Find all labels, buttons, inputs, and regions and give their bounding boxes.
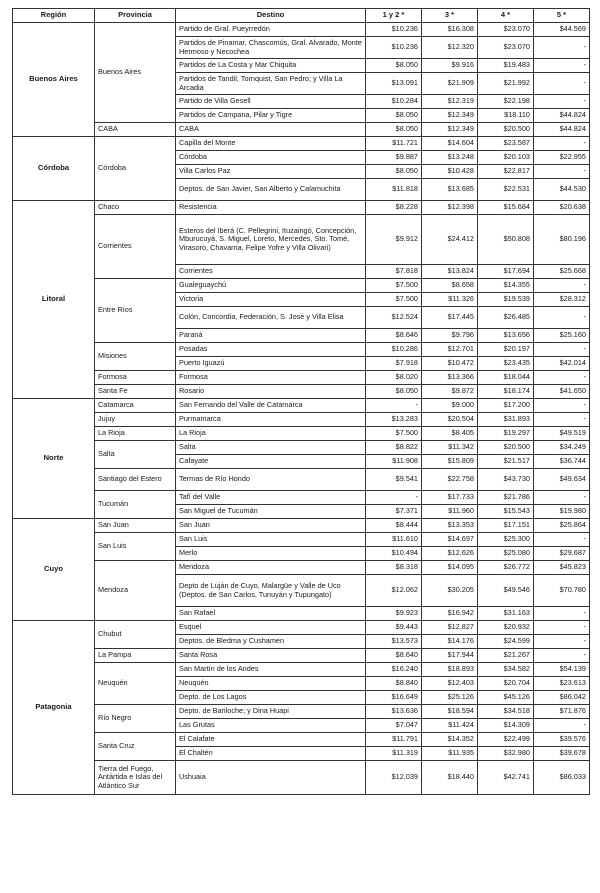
price-cat-5: $71.876	[534, 705, 590, 719]
price-cat-4: $42.741	[478, 761, 534, 795]
province-cell: San Juan	[95, 519, 176, 533]
tariff-table	[12, 8, 590, 795]
price-cat-3: $11.326	[422, 293, 478, 307]
price-cat-3: $9.796	[422, 329, 478, 343]
destination-cell: Paraná	[176, 329, 366, 343]
price-cat-3: $15.809	[422, 455, 478, 469]
destination-cell: Salta	[176, 441, 366, 455]
price-cat-3: $17.944	[422, 649, 478, 663]
province-cell: San Luis	[95, 533, 176, 561]
price-cat-1-2: $13.091	[366, 73, 422, 95]
destination-cell: Victoria	[176, 293, 366, 307]
price-cat-3: $12.403	[422, 677, 478, 691]
price-cat-3: $24.412	[422, 215, 478, 265]
price-cat-5: $70.780	[534, 575, 590, 607]
price-cat-5: $20.638	[534, 201, 590, 215]
price-cat-4: $17.151	[478, 519, 534, 533]
table-row	[13, 427, 590, 441]
price-cat-4: $22.499	[478, 733, 534, 747]
province-cell: Río Negro	[95, 705, 176, 733]
table-row	[13, 519, 590, 533]
price-cat-3: $20.504	[422, 413, 478, 427]
destination-cell: Mendoza	[176, 561, 366, 575]
destination-cell: Termas de Río Hondo	[176, 469, 366, 491]
price-cat-4: $31.163	[478, 607, 534, 621]
price-cat-5: -	[534, 343, 590, 357]
table-row	[13, 621, 590, 635]
price-cat-4: $25.080	[478, 547, 534, 561]
price-cat-5: -	[534, 59, 590, 73]
destination-cell: San Rafael	[176, 607, 366, 621]
destination-cell: Capilla del Monte	[176, 137, 366, 151]
province-cell: Mendoza	[95, 561, 176, 621]
destination-cell: CABA	[176, 123, 366, 137]
table-row	[13, 663, 590, 677]
price-cat-1-2: $11.319	[366, 747, 422, 761]
price-cat-4: $17.200	[478, 399, 534, 413]
table-row	[13, 649, 590, 663]
province-cell: Santiago del Estero	[95, 469, 176, 491]
price-cat-1-2: $7.818	[366, 265, 422, 279]
destination-cell: San Luis	[176, 533, 366, 547]
price-cat-1-2: $8.444	[366, 519, 422, 533]
price-cat-4: $18.174	[478, 385, 534, 399]
price-cat-5: $25.668	[534, 265, 590, 279]
price-cat-5: -	[534, 307, 590, 329]
price-cat-3: $8.658	[422, 279, 478, 293]
table-row	[13, 343, 590, 357]
price-cat-4: $19.483	[478, 59, 534, 73]
price-cat-3: $12.349	[422, 123, 478, 137]
price-cat-5: $19.980	[534, 505, 590, 519]
table-row	[13, 491, 590, 505]
price-cat-3: $18.440	[422, 761, 478, 795]
price-cat-4: $20.704	[478, 677, 534, 691]
price-cat-1-2: $8.020	[366, 371, 422, 385]
header-cat-5: 5 *	[534, 9, 590, 23]
destination-cell: Merlo	[176, 547, 366, 561]
price-cat-5: $80.196	[534, 215, 590, 265]
destination-cell: Deptos. de Bledma y Cushamen	[176, 635, 366, 649]
province-cell: Chubut	[95, 621, 176, 649]
destination-cell: Deptos. de San Javier, San Alberto y Calamuchita	[176, 179, 366, 201]
price-cat-5: -	[534, 279, 590, 293]
price-cat-4: $21.992	[478, 73, 534, 95]
price-cat-1-2: $12.062	[366, 575, 422, 607]
destination-cell: Depto. de Bariloche; y Dina Huapi	[176, 705, 366, 719]
price-cat-5: -	[534, 137, 590, 151]
destination-cell: San Miguel de Tucumán	[176, 505, 366, 519]
destination-cell: Las Grutas	[176, 719, 366, 733]
price-cat-1-2: $8.050	[366, 59, 422, 73]
header-row	[13, 9, 590, 23]
price-cat-3: $25.126	[422, 691, 478, 705]
price-cat-3: $12.398	[422, 201, 478, 215]
price-cat-5: -	[534, 165, 590, 179]
price-cat-4: $14.355	[478, 279, 534, 293]
price-cat-5: $29.687	[534, 547, 590, 561]
destination-cell: Resistencia	[176, 201, 366, 215]
price-cat-3: $12.827	[422, 621, 478, 635]
price-cat-5: -	[534, 95, 590, 109]
price-cat-3: $11.960	[422, 505, 478, 519]
price-cat-3: $18.893	[422, 663, 478, 677]
price-cat-3: $12.319	[422, 95, 478, 109]
price-cat-5: $25.160	[534, 329, 590, 343]
province-cell: Salta	[95, 441, 176, 469]
price-cat-3: $9.872	[422, 385, 478, 399]
price-cat-4: $23.587	[478, 137, 534, 151]
price-cat-4: $26.485	[478, 307, 534, 329]
price-cat-4: $22.531	[478, 179, 534, 201]
price-cat-4: $20.932	[478, 621, 534, 635]
price-cat-1-2: $7.500	[366, 279, 422, 293]
price-cat-3: $30.205	[422, 575, 478, 607]
price-cat-1-2: $9.912	[366, 215, 422, 265]
price-cat-5: $49.634	[534, 469, 590, 491]
price-cat-3: $14.095	[422, 561, 478, 575]
destination-cell: Partido de Villa Gesell	[176, 95, 366, 109]
province-cell: Chaco	[95, 201, 176, 215]
price-cat-5: $42.014	[534, 357, 590, 371]
price-cat-1-2: $12.039	[366, 761, 422, 795]
price-cat-5: -	[534, 371, 590, 385]
price-cat-4: $19.539	[478, 293, 534, 307]
price-cat-5: -	[534, 37, 590, 59]
table-row	[13, 215, 590, 265]
region-cell: Córdoba	[13, 137, 95, 201]
price-cat-3: $9.000	[422, 399, 478, 413]
price-cat-5: $44.569	[534, 23, 590, 37]
destination-cell: El Calafate	[176, 733, 366, 747]
destination-cell: Cafayate	[176, 455, 366, 469]
destination-cell: La Rioja	[176, 427, 366, 441]
price-cat-1-2: $13.636	[366, 705, 422, 719]
price-cat-4: $49.546	[478, 575, 534, 607]
price-cat-3: $17.445	[422, 307, 478, 329]
price-cat-1-2: -	[366, 491, 422, 505]
table-row	[13, 441, 590, 455]
price-cat-1-2: $8.050	[366, 109, 422, 123]
price-cat-1-2: -	[366, 399, 422, 413]
price-cat-3: $11.424	[422, 719, 478, 733]
price-cat-4: $23.070	[478, 37, 534, 59]
province-cell: Córdoba	[95, 137, 176, 201]
destination-cell: Partidos de La Costa y Mar Chiquita	[176, 59, 366, 73]
province-cell: Tucumán	[95, 491, 176, 519]
price-cat-4: $20.103	[478, 151, 534, 165]
price-cat-1-2: $10.494	[366, 547, 422, 561]
price-cat-1-2: $10.236	[366, 37, 422, 59]
price-cat-4: $18.044	[478, 371, 534, 385]
price-cat-5: -	[534, 621, 590, 635]
region-cell: Buenos Aires	[13, 23, 95, 137]
region-cell: Cuyo	[13, 519, 95, 621]
price-cat-4: $21.517	[478, 455, 534, 469]
price-cat-1-2: $8.050	[366, 123, 422, 137]
price-cat-4: $15.684	[478, 201, 534, 215]
price-cat-4: $25.300	[478, 533, 534, 547]
price-cat-1-2: $8.050	[366, 165, 422, 179]
region-cell: Patagonia	[13, 621, 95, 795]
price-cat-1-2: $8.840	[366, 677, 422, 691]
price-cat-3: $16.308	[422, 23, 478, 37]
price-cat-4: $13.656	[478, 329, 534, 343]
price-cat-4: $26.772	[478, 561, 534, 575]
price-cat-1-2: $8.050	[366, 385, 422, 399]
table-row	[13, 279, 590, 293]
table-row	[13, 385, 590, 399]
price-cat-5: $28.312	[534, 293, 590, 307]
price-cat-5: $25.864	[534, 519, 590, 533]
province-cell: Formosa	[95, 371, 176, 385]
price-cat-3: $14.352	[422, 733, 478, 747]
price-cat-5: $86.033	[534, 761, 590, 795]
price-cat-4: $34.518	[478, 705, 534, 719]
table-row	[13, 533, 590, 547]
price-cat-4: $19.297	[478, 427, 534, 441]
price-cat-5: $39.678	[534, 747, 590, 761]
destination-cell: San Martín de los Andes	[176, 663, 366, 677]
price-cat-1-2: $7.500	[366, 427, 422, 441]
price-cat-1-2: $10.286	[366, 343, 422, 357]
header-destino: Destino	[176, 9, 366, 23]
price-cat-1-2: $9.923	[366, 607, 422, 621]
price-cat-1-2: $9.887	[366, 151, 422, 165]
header-cat-4: 4 *	[478, 9, 534, 23]
price-cat-1-2: $13.283	[366, 413, 422, 427]
province-cell: La Rioja	[95, 427, 176, 441]
price-cat-3: $14.697	[422, 533, 478, 547]
province-cell: La Pampa	[95, 649, 176, 663]
destination-cell: Depto de Luján de Cuyo, Malargüe y Valle de Uco (Deptos. de San Carlos, Tunuyán y Tupungato)	[176, 575, 366, 607]
price-cat-3: $14.604	[422, 137, 478, 151]
price-cat-4: $18.110	[478, 109, 534, 123]
price-cat-5: -	[534, 413, 590, 427]
price-cat-3: $18.594	[422, 705, 478, 719]
destination-cell: Partidos de Campana, Pilar y Tigre	[176, 109, 366, 123]
destination-cell: El Chaltén	[176, 747, 366, 761]
destination-cell: Formosa	[176, 371, 366, 385]
destination-cell: Esquel	[176, 621, 366, 635]
price-cat-3: $11.935	[422, 747, 478, 761]
table-row	[13, 705, 590, 719]
destination-cell: Corrientes	[176, 265, 366, 279]
price-cat-3: $13.824	[422, 265, 478, 279]
price-cat-1-2: $13.573	[366, 635, 422, 649]
header-provincia: Provincia	[95, 9, 176, 23]
header-region: Región	[13, 9, 95, 23]
destination-cell: Rosario	[176, 385, 366, 399]
price-cat-4: $20.500	[478, 441, 534, 455]
price-cat-5: -	[534, 635, 590, 649]
price-cat-5: $54.139	[534, 663, 590, 677]
price-cat-1-2: $9.443	[366, 621, 422, 635]
price-cat-1-2: $8.318	[366, 561, 422, 575]
destination-cell: Neuquén	[176, 677, 366, 691]
table-body	[13, 23, 590, 795]
price-cat-1-2: $7.371	[366, 505, 422, 519]
price-cat-4: $17.694	[478, 265, 534, 279]
price-cat-3: $10.428	[422, 165, 478, 179]
price-cat-5: $49.519	[534, 427, 590, 441]
destination-cell: Partido de Gral. Pueyrredón	[176, 23, 366, 37]
province-cell: Entre Ríos	[95, 279, 176, 343]
price-cat-3: $10.472	[422, 357, 478, 371]
price-cat-3: $8.405	[422, 427, 478, 441]
price-cat-1-2: $7.500	[366, 293, 422, 307]
table-row	[13, 413, 590, 427]
price-cat-5: $41.650	[534, 385, 590, 399]
price-cat-4: $15.543	[478, 505, 534, 519]
price-cat-5: -	[534, 607, 590, 621]
price-cat-3: $21.909	[422, 73, 478, 95]
price-cat-1-2: $7.918	[366, 357, 422, 371]
price-cat-3: $12.349	[422, 109, 478, 123]
price-cat-3: $13.248	[422, 151, 478, 165]
price-cat-1-2: $8.228	[366, 201, 422, 215]
province-cell: Santa Cruz	[95, 733, 176, 761]
price-cat-4: $22.198	[478, 95, 534, 109]
region-cell: Litoral	[13, 201, 95, 399]
destination-cell: Tafí del Valle	[176, 491, 366, 505]
table-row	[13, 23, 590, 37]
price-cat-1-2: $11.610	[366, 533, 422, 547]
price-cat-4: $34.582	[478, 663, 534, 677]
price-cat-4: $23.435	[478, 357, 534, 371]
price-cat-4: $50.808	[478, 215, 534, 265]
price-cat-4: $45.126	[478, 691, 534, 705]
price-cat-5: $44.824	[534, 109, 590, 123]
destination-cell: Partidos de Pinamar, Chascomús, Gral. Alvarado, Monte Hermoso y Necochea	[176, 37, 366, 59]
destination-cell: Partidos de Tandil, Tornquist, San Pedro; y Villa La Arcadia	[176, 73, 366, 95]
price-cat-1-2: $12.524	[366, 307, 422, 329]
price-cat-4: $43.730	[478, 469, 534, 491]
price-cat-5: -	[534, 649, 590, 663]
price-cat-5: $36.744	[534, 455, 590, 469]
price-cat-3: $11.342	[422, 441, 478, 455]
province-cell: Jujuy	[95, 413, 176, 427]
price-cat-5: -	[534, 491, 590, 505]
region-cell: Norte	[13, 399, 95, 519]
price-cat-3: $22.758	[422, 469, 478, 491]
price-cat-1-2: $11.908	[366, 455, 422, 469]
price-cat-3: $17.733	[422, 491, 478, 505]
price-cat-5: $34.249	[534, 441, 590, 455]
price-cat-4: $21.267	[478, 649, 534, 663]
price-cat-3: $14.176	[422, 635, 478, 649]
price-cat-5: $23.613	[534, 677, 590, 691]
price-cat-1-2: $16.649	[366, 691, 422, 705]
province-cell: Corrientes	[95, 215, 176, 279]
price-cat-1-2: $11.818	[366, 179, 422, 201]
province-cell: CABA	[95, 123, 176, 137]
price-cat-5: $39.576	[534, 733, 590, 747]
destination-cell: Ushuaia	[176, 761, 366, 795]
price-cat-4: $32.980	[478, 747, 534, 761]
price-cat-1-2: $11.791	[366, 733, 422, 747]
price-cat-3: $13.353	[422, 519, 478, 533]
price-cat-1-2: $16.240	[366, 663, 422, 677]
destination-cell: Puerto Iguazú	[176, 357, 366, 371]
table-row	[13, 371, 590, 385]
price-cat-1-2: $7.047	[366, 719, 422, 733]
price-cat-1-2: $8.646	[366, 329, 422, 343]
price-cat-5: $22.955	[534, 151, 590, 165]
price-cat-5: $86.042	[534, 691, 590, 705]
table-row	[13, 201, 590, 215]
destination-cell: Córdoba	[176, 151, 366, 165]
price-cat-3: $9.916	[422, 59, 478, 73]
province-cell: Santa Fe	[95, 385, 176, 399]
province-cell: Tierra del Fuego, Antártida e Islas del Atlántico Sur	[95, 761, 176, 795]
price-cat-1-2: $8.822	[366, 441, 422, 455]
table-row	[13, 123, 590, 137]
destination-cell: Depto. de Los Lagos	[176, 691, 366, 705]
price-cat-4: $22.817	[478, 165, 534, 179]
price-cat-4: $20.500	[478, 123, 534, 137]
price-cat-3: $13.366	[422, 371, 478, 385]
price-cat-1-2: $10.284	[366, 95, 422, 109]
price-cat-5: -	[534, 399, 590, 413]
price-cat-5: -	[534, 719, 590, 733]
table-row	[13, 561, 590, 575]
price-cat-3: $12.626	[422, 547, 478, 561]
price-cat-4: $20.197	[478, 343, 534, 357]
price-cat-3: $13.685	[422, 179, 478, 201]
price-cat-5: -	[534, 73, 590, 95]
destination-cell: Santa Rosa	[176, 649, 366, 663]
destination-cell: Purmamarca	[176, 413, 366, 427]
destination-cell: Esteros del Iberá (C. Pellegrini, Ituzaingó, Concepción, Mburucuyá, S. Miguel, Loreto, Mercedes, Sto. Tomé, Virasoro, Chavarria, Felipe Yofre y Villa Olivari)	[176, 215, 366, 265]
price-cat-5: $44.824	[534, 123, 590, 137]
destination-cell: Colón, Concordia, Federación, S. José y Villa Elisa	[176, 307, 366, 329]
province-cell: Misiones	[95, 343, 176, 371]
price-cat-4: $24.599	[478, 635, 534, 649]
price-cat-1-2: $11.721	[366, 137, 422, 151]
price-cat-4: $23.070	[478, 23, 534, 37]
table-row	[13, 733, 590, 747]
price-cat-3: $12.320	[422, 37, 478, 59]
destination-cell: San Juan	[176, 519, 366, 533]
header-cat-1-2: 1 y 2 *	[366, 9, 422, 23]
price-cat-5: -	[534, 533, 590, 547]
destination-cell: Gualeguaychú	[176, 279, 366, 293]
province-cell: Neuquén	[95, 663, 176, 705]
table-row	[13, 761, 590, 795]
price-cat-4: $14.309	[478, 719, 534, 733]
price-cat-1-2: $8.640	[366, 649, 422, 663]
price-cat-5: $45.823	[534, 561, 590, 575]
price-cat-1-2: $10.236	[366, 23, 422, 37]
price-cat-5: $44.530	[534, 179, 590, 201]
price-cat-1-2: $9.541	[366, 469, 422, 491]
table-row	[13, 469, 590, 491]
price-cat-4: $31.893	[478, 413, 534, 427]
table-row	[13, 137, 590, 151]
header-cat-3: 3 *	[422, 9, 478, 23]
destination-cell: San Fernando del Valle de Catamarca	[176, 399, 366, 413]
province-cell: Buenos Aires	[95, 23, 176, 123]
destination-cell: Posadas	[176, 343, 366, 357]
province-cell: Catamarca	[95, 399, 176, 413]
price-cat-3: $16.942	[422, 607, 478, 621]
destination-cell: Villa Carlos Paz	[176, 165, 366, 179]
price-cat-3: $12.701	[422, 343, 478, 357]
price-cat-4: $21.786	[478, 491, 534, 505]
table-row	[13, 399, 590, 413]
